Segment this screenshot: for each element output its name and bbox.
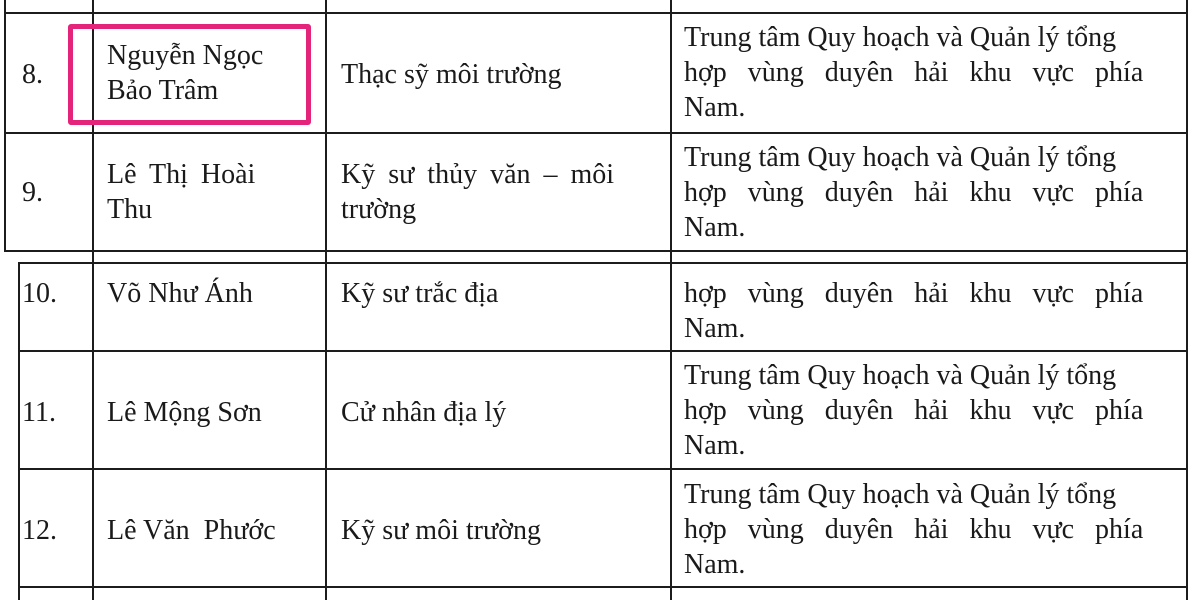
row-divider (18, 350, 1188, 352)
degree-cell: Kỹ sư trắc địa (341, 278, 499, 309)
person-name: Nguyễn Ngọc Bảo Trâm (107, 40, 264, 106)
row-number: 11. (22, 397, 56, 428)
organization-cell: Trung tâm Quy hoạch và Quản lý tổng hợp vùng duyên hải khu vực phía Nam. (684, 22, 1144, 123)
table-border-left (4, 0, 6, 250)
organization-cell: Trung tâm Quy hoạch và Quản lý tổng hợp vùng duyên hải khu vực phía Nam. (684, 360, 1144, 461)
row-divider (18, 586, 1188, 588)
degree-cell: Kỹ sư thủy văn – môi trường (341, 159, 615, 225)
row-number: 10. (22, 278, 57, 309)
person-name: Lê Văn Phước (107, 515, 276, 546)
row-divider (18, 468, 1188, 470)
person-name: Võ Như Ánh (107, 278, 253, 309)
row-divider (18, 262, 1188, 264)
row-number: 9. (22, 177, 43, 208)
table-border-left (18, 262, 20, 600)
organization-cell: Trung tâm Quy hoạch và Quản lý tổng hợp vùng duyên hải khu vực phía Nam. (684, 142, 1144, 243)
organization-cell: Trung tâm Quy hoạch và Quản lý tổng hợp vùng duyên hải khu vực phía Nam. (684, 479, 1144, 580)
column-divider (325, 0, 327, 600)
table-border-right (1186, 0, 1188, 600)
degree-cell: Thạc sỹ môi trường (341, 59, 562, 90)
person-name: Lê Mộng Sơn (107, 397, 262, 428)
column-divider (670, 0, 672, 600)
highlight-box (68, 24, 311, 125)
organization-cell: hợp vùng duyên hải khu vực phía Nam. (684, 278, 1144, 344)
row-divider (4, 132, 1188, 134)
person-name: Lê Thị Hoài Thu (107, 159, 256, 225)
degree-cell: Cử nhân địa lý (341, 397, 507, 428)
row-divider (4, 250, 1188, 252)
degree-cell: Kỹ sư môi trường (341, 515, 541, 546)
row-number: 8. (22, 59, 43, 90)
row-divider (4, 12, 1188, 14)
row-number: 12. (22, 515, 57, 546)
